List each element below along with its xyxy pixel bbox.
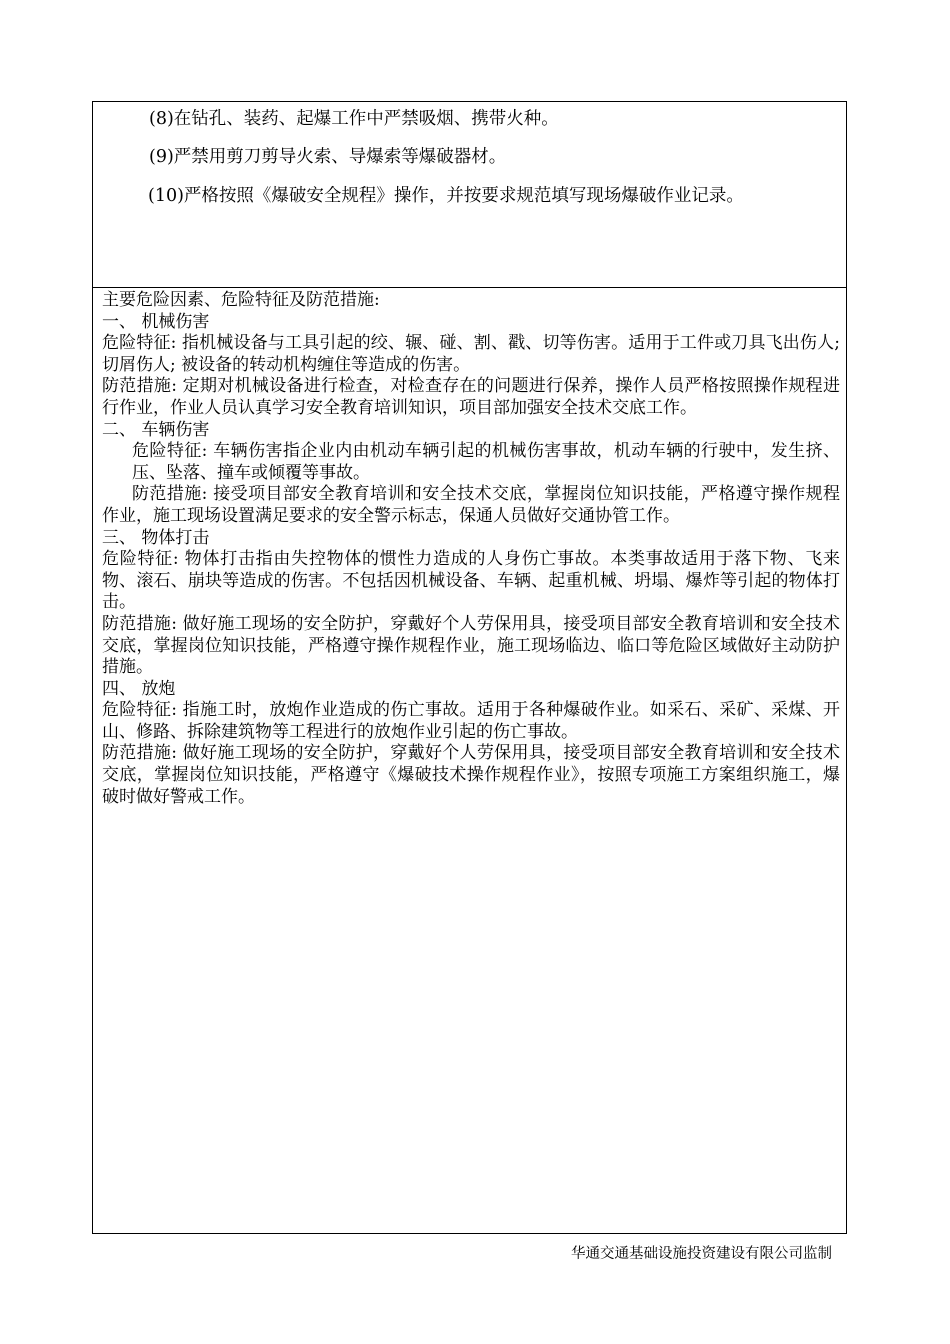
mechanical-hazard-feature: 危险特征: 指机械设备与工具引起的绞、辗、碰、割、戳、切等伤害。适用于工件或刀具飞出伤人; 切屑伤人; 被设备的转动机构缠住等造成的伤害。 — [102, 333, 840, 375]
hazard-section-title: 主要危险因素、危险特征及防范措施: — [102, 290, 380, 310]
object-strike-feature: 危险特征: 物体打击指由失控物体的惯性力造成的人身伤亡事故。本类事故适用于落下物、飞来物、滚石、崩块等造成的伤害。不包括因机械设备、车辆、起重机械、坍塌、爆炸等引起的物体打击。 — [102, 549, 840, 613]
footer-supervisor-note: 华通交通基础设施投资建设有限公司监制 — [571, 1246, 832, 1262]
vehicle-hazard-measure: 防范措施: 接受项目部安全教育培训和安全技术交底，掌握岗位知识技能，严格遵守操作规程作业，施工现场设置满足要求的安全警示标志，保通人员做好交通协管工作。 — [102, 484, 840, 526]
object-strike-measure: 防范措施: 做好施工现场的安全防护，穿戴好个人劳保用具，接受项目部安全教育培训和安全技术交底，掌握岗位知识技能，严格遵守操作规程作业，施工现场临边、临口等危险区域做好主动防护措施。 — [102, 613, 840, 678]
section-heading-object-strike: 三、 物体打击 — [102, 527, 210, 548]
rule-item-9: (9)严禁用剪刀剪导火索、导爆索等爆破器材。 — [149, 147, 507, 167]
rule-item-10: (10)严格按照《爆破安全规程》操作，并按要求规范填写现场爆破作业记录。 — [148, 186, 744, 206]
mechanical-hazard-measure: 防范措施: 定期对机械设备进行检查，对检查存在的问题进行保养，操作人员严格按照操作规程进行作业，作业人员认真学习安全教育培训知识，项目部加强安全技术交底工作。 — [102, 376, 840, 418]
rule-item-8: (8)在钻孔、装药、起爆工作中严禁吸烟、携带火种。 — [149, 109, 559, 129]
section-heading-blasting: 四、 放炮 — [102, 678, 176, 699]
hazard-measures-cell — [93, 288, 846, 1233]
section-heading-vehicle: 二、 车辆伤害 — [102, 419, 210, 440]
blasting-rules-cell — [93, 102, 846, 288]
blasting-hazard-measure: 防范措施: 做好施工现场的安全防护，穿戴好个人劳保用具，接受项目部安全教育培训和安全技术交底，掌握岗位知识技能，严格遵守《爆破技术操作规程作业》，按照专项施工方案组织施工，爆破时做好警戒工作。 — [102, 743, 840, 807]
section-heading-mechanical: 一、 机械伤害 — [102, 311, 210, 332]
blasting-hazard-feature: 危险特征: 指施工时，放炮作业造成的伤亡事故。适用于各种爆破作业。如采石、采矿、采煤、开山、修路、拆除建筑物等工程进行的放炮作业引起的伤亡事故。 — [102, 700, 840, 742]
document-table — [92, 101, 847, 1234]
hazard-measures-text — [102, 290, 840, 808]
vehicle-hazard-feature: 危险特征: 车辆伤害指企业内由机动车辆引起的机械伤害事故，机动车辆的行驶中，发生挤、压、坠落、撞车或倾覆等事故。 — [132, 441, 840, 483]
